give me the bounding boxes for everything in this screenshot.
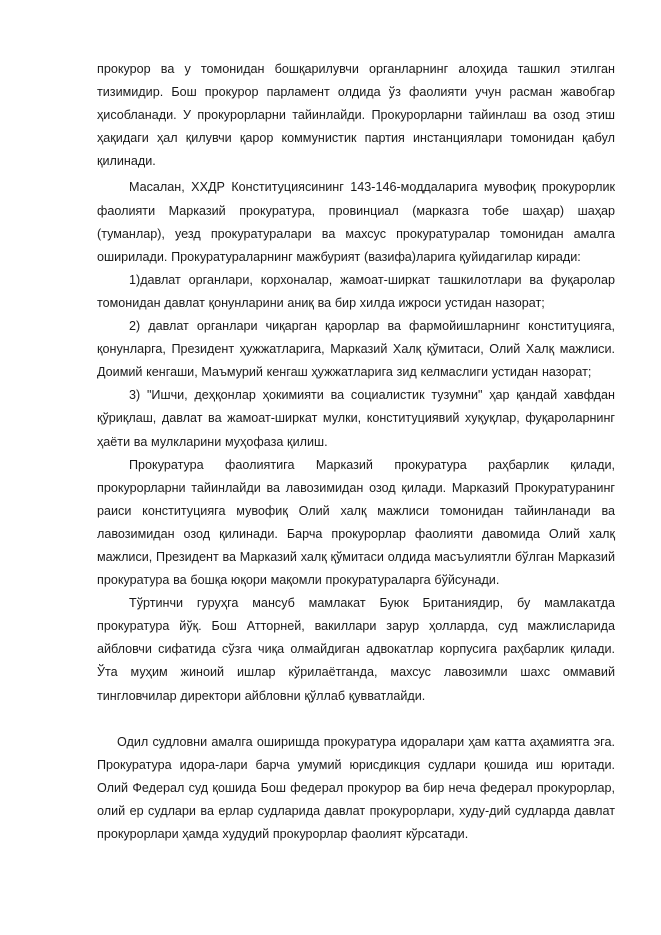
paragraph-central-prosecution: Прокуратура фаолиятига Марказий прокуратура раҳбарлик қилади, прокурорларни тайинлайди ва лавозимидан озод қилади. Марказий Прокуратуранинг раиси конституцияга мувофиқ Олий халқ мажлиси томонидан тайинланади ва лавозимидан озод қилинади. Барча прокурорлар фаолияти давомида Олий халқ мажлиси, Президент ва Марказий халқ қўмитаси олдида масъулиятли бўлган Марказий прокуратура ва бошқа юқори мақомли прокуратураларга бўйсунади. bbox=[97, 457, 615, 588]
blank-line bbox=[97, 708, 615, 731]
paragraph-justice: Одил судловни амалга оширишда прокуратура идоралари ҳам катта аҳамиятга эга. Прокуратура идора-лари барча умумий юрисдикция судлари қошида иш юритади. Олий Федерал суд қошида Бош федерал прокурор ва бир неча федерал прокурорлар, олий ер судлари ва ерлар судларида давлат прокурорлари, худу-дий судларда давлат прокурорлари ҳамда худудий прокурорлар фаолият кўрсатади. bbox=[97, 734, 615, 841]
paragraph-duty-1: 1)давлат органлари, корхоналар, жамоат-ширкат ташкилотлари ва фуқаролар томонидан давлат қонунларини аниқ ва бир хилда ижроси устидан назорат; bbox=[97, 272, 615, 310]
document-page bbox=[97, 58, 615, 846]
paragraph-duty-2: 2) давлат органлари чиқарган қарорлар ва фармойишларнинг конституцияга, қонунларга, Президент ҳужжатларига, Марказий Халқ қўмитаси, Олий Халқ мажлиси. Доимий кенгаши, Маъмурий кенгаш ҳужжатларига зид келмаслиги устидан назорат; bbox=[97, 319, 615, 380]
paragraph-duty-3: 3) "Ишчи, деҳқонлар ҳокимияти ва социалистик тузумни" ҳар қандай хавфдан қўриқлаш, давлат ва жамоат-ширкат мулки, конституциявий хуқуқлар, фуқароларнинг ҳаёти ва мулкларини муҳофаза қилиш. bbox=[97, 388, 615, 449]
paragraph-prosecutor-system: прокурор ва у томонидан бошқарилувчи органларнинг алоҳида ташкил этилган тизимидир. Бош прокурор парламент олдида ўз фаолияти учун расман жавобгар ҳисобланади. У прокурорларни тайинлайди. Прокурорларни тайинлаш ва озод этиш ҳақидаги ҳал қилувчи қарор коммунистик партия инстанциялари томонидан қабул қилинади. bbox=[97, 62, 615, 169]
paragraph-constitution-articles: Масалан, ХХДР Конституциясининг 143-146-моддаларига мувофиқ прокурорлик фаолияти Марказий прокуратура, провинциал (марказга тобе шаҳар) шаҳар (туманлар), уезд прокуратуралари ва махсус прокуратуралар томонидан амалга оширилади. Прокуратураларнинг мажбурият (вазифа)ларига қуйидагилар киради: bbox=[97, 180, 615, 264]
paragraph-great-britain: Тўртинчи гуруҳга мансуб мамлакат Буюк Британиядир, бу мамлакатда прокуратура йўқ. Бош Атторней, вакиллари зарур ҳолларда, суд мажлисларида айбловчи сифатида сўзга чиқа олмайдиган адвокатлар корпусига раҳбарлик қилади. Ўта муҳим жиноий ишлар кўрилаётганда, махсус лавозимли шахс оммавий тингловчилар директори айбловни қўллаб қувватлайди. bbox=[97, 596, 615, 703]
